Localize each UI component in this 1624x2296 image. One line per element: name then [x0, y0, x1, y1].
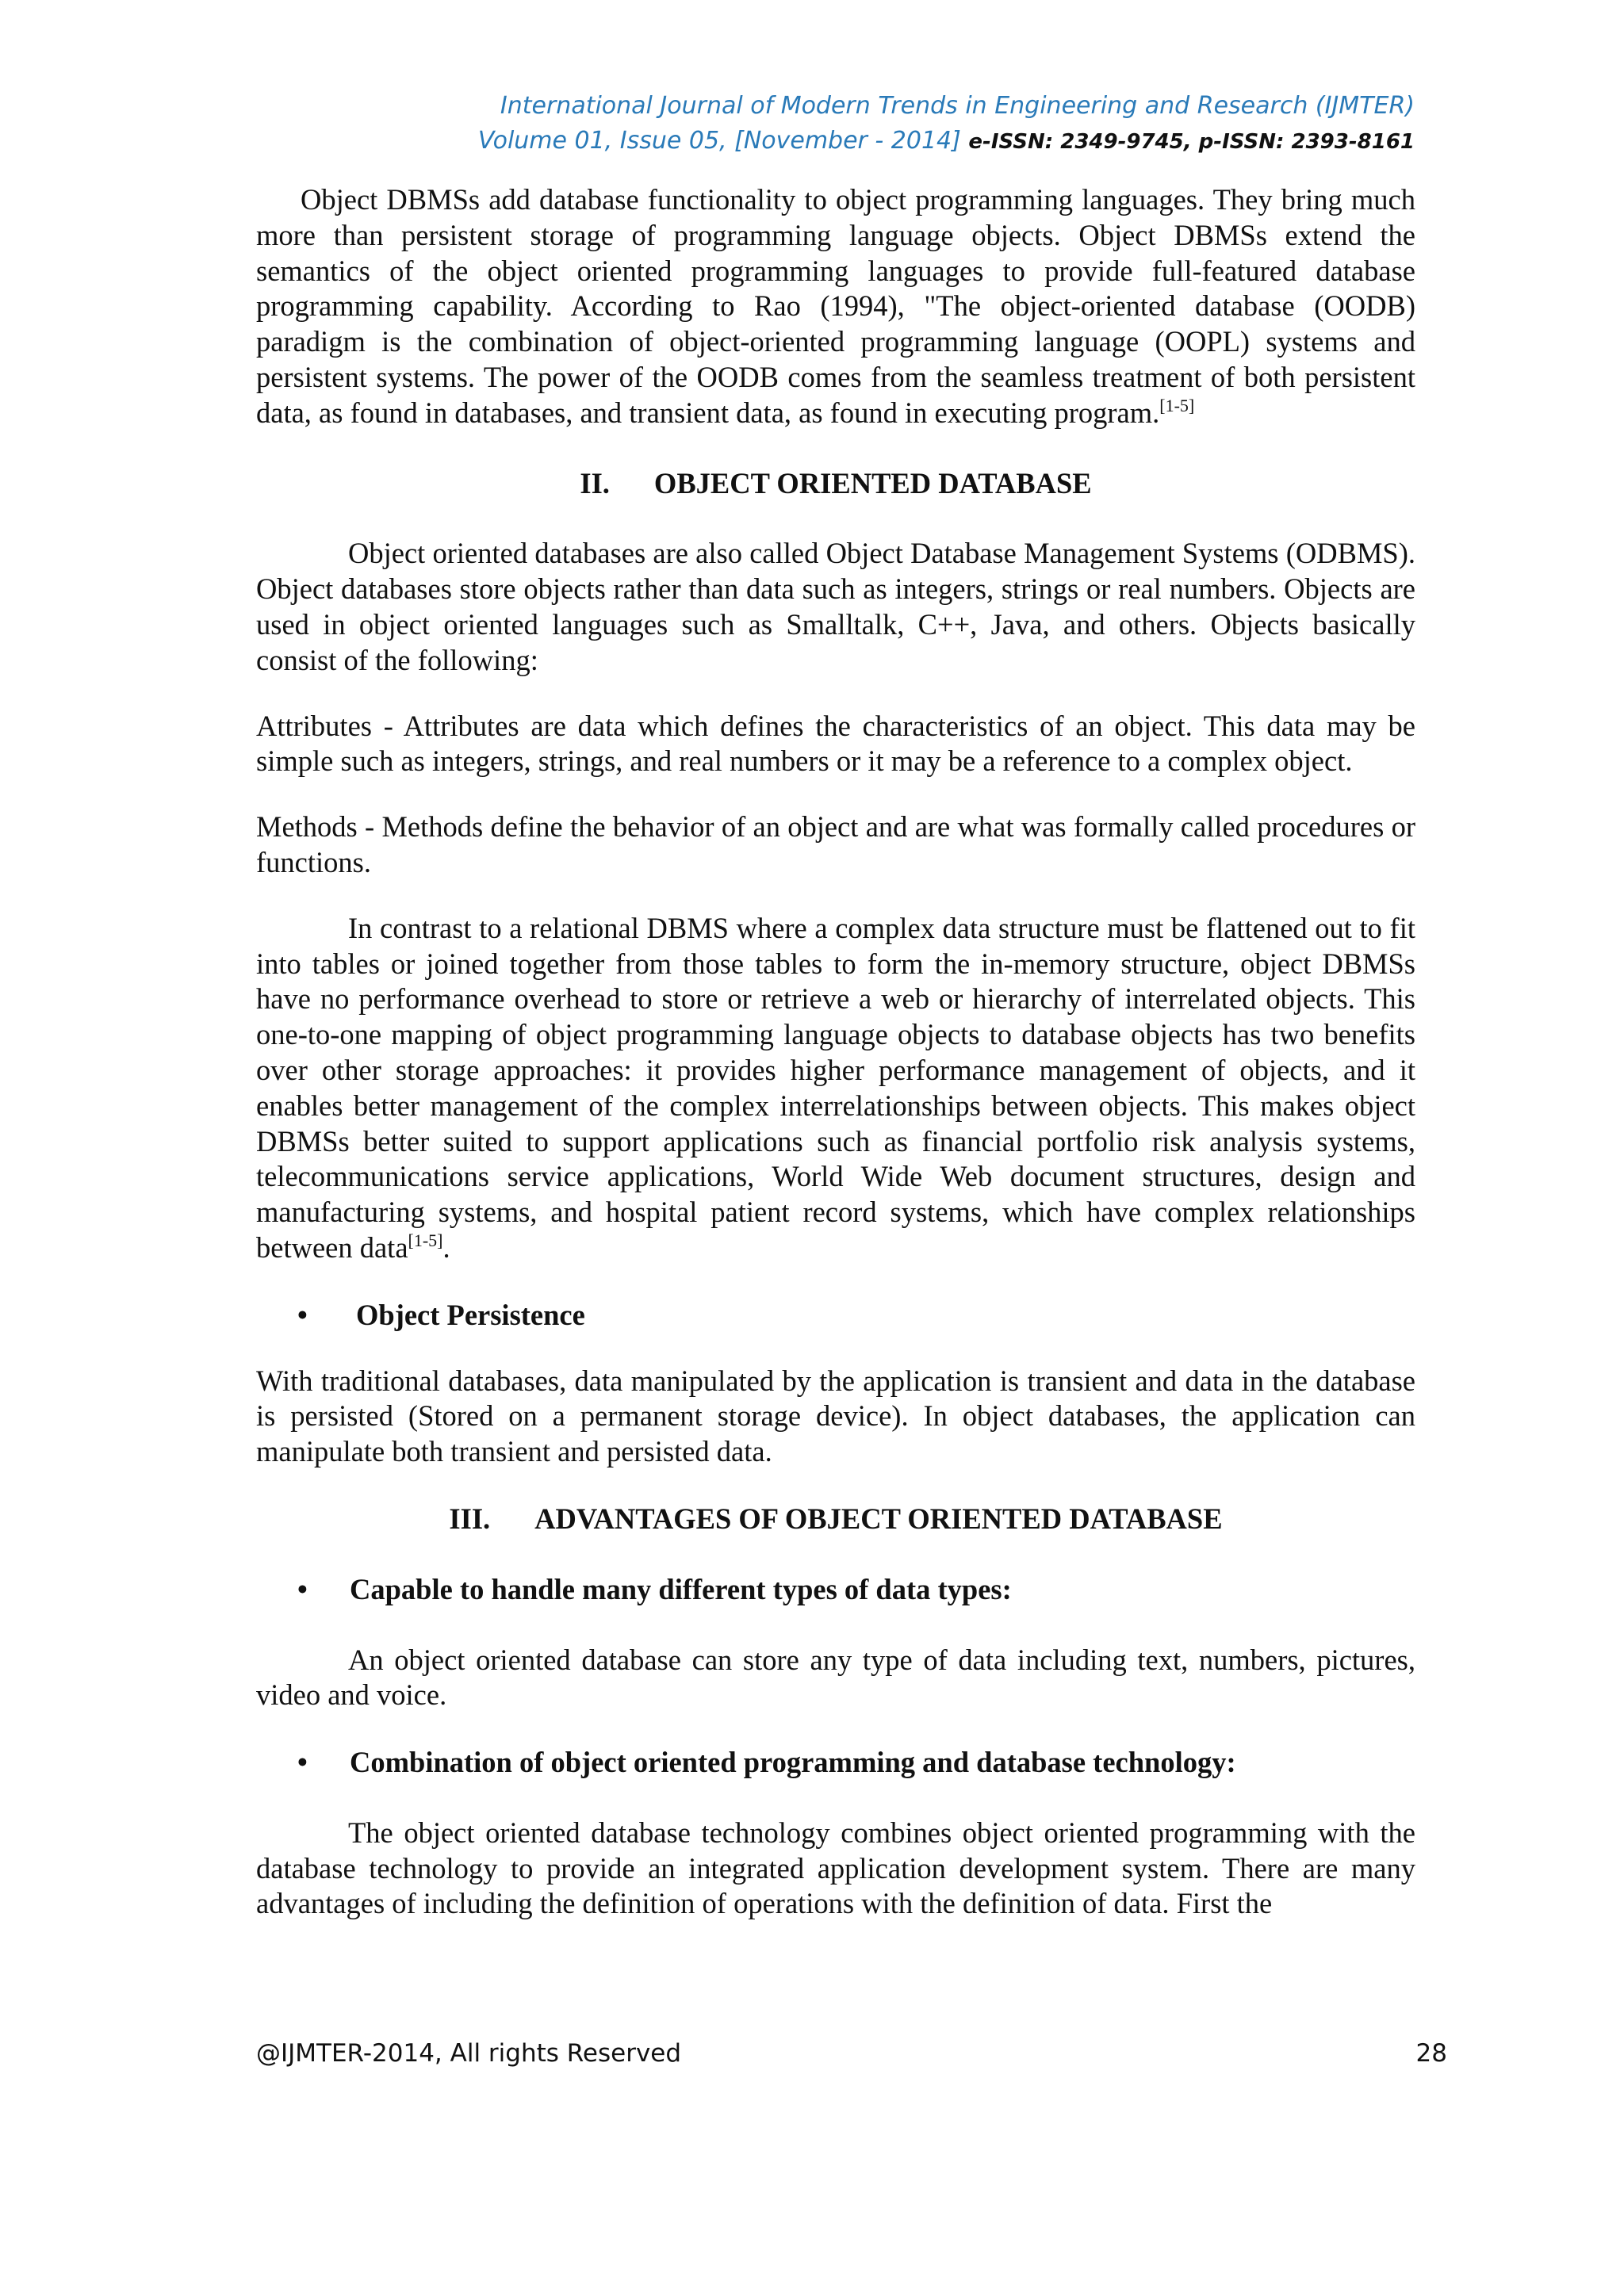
bullet-combination [256, 1745, 1415, 1781]
section-2-paragraph-1: Object oriented databases are also called Object Database Management Systems (ODBMS). Object databases store objects rather than data such as integers, strings or real numbers. Objects are used in object oriented languages such as Smalltalk, C++, Java, and others. Objects basically consist of the following: [256, 537, 1415, 676]
bullet-data-types [256, 1572, 1415, 1608]
data-types-paragraph: An object oriented database can store any type of data including text, numbers, pictures, video and voice. [256, 1643, 1415, 1712]
section-3-heading [256, 1502, 1415, 1537]
section-2-heading [256, 466, 1415, 502]
section-2-citation: [1-5] [408, 1230, 443, 1250]
intro-citation: [1-5] [1159, 395, 1195, 415]
footer-copyright: @IJMTER-2014, All rights Reserved [256, 2039, 682, 2068]
journal-volume: Volume 01, Issue 05, [November - 2014] [477, 127, 961, 155]
page-footer [256, 2039, 1447, 2068]
bullet-icon: • [297, 1298, 308, 1331]
bullet-icon: • [297, 1746, 308, 1779]
bullet-object-persistence-label: Object Persistence [356, 1298, 585, 1331]
combination-paragraph: The object oriented database technology combines object oriented programming with the database technology to provide an integrated application development system. There are many advantages of including the definition of operations with the definition of data. First the [256, 1816, 1415, 1920]
intro-paragraph [256, 182, 1415, 431]
methods-paragraph: Methods - Methods define the behavior of an object and are what was formally called procedures or functions. [256, 810, 1415, 878]
section-2-paragraph-4 [256, 911, 1415, 1266]
section-3-number: III. [449, 1502, 491, 1535]
journal-title: International Journal of Modern Trends in Engineering and Research (IJMTER) [500, 92, 1415, 120]
bullet-object-persistence [256, 1298, 1415, 1334]
object-persistence-paragraph: With traditional databases, data manipulated by the application is transient and data in the database is persisted (Stored on a permanent storage device). In object databases, the application can manipulate both transient and persisted data. [256, 1364, 1415, 1468]
section-2-paragraph-4-text: In contrast to a relational DBMS where a complex data structure must be flattened out to fit into tables or joined together from those tables to form the in-memory structure, object DBMSs have no performance overhead to store or retrieve a web or hierarchy of interrelated objects. This one-to-one mapping of object programming language objects to database objects has two benefits over other storage approaches: it provides higher performance management of objects, and it enables better management of the complex interrelationships between objects. This makes object DBMSs better suited to support applications such as financial portfolio risk analysis systems, telecommunications service applications, World Wide Web document structures, design and manufacturing systems, and hospital patient record systems, which have complex relationships between data [256, 911, 1415, 1264]
bullet-combination-label: Combination of object oriented programming and database technology: [350, 1746, 1236, 1779]
section-3-title: ADVANTAGES OF OBJECT ORIENTED DATABASE [534, 1502, 1223, 1535]
journal-header [478, 89, 1415, 159]
bullet-icon: • [297, 1572, 308, 1605]
section-2-number: II. [580, 466, 610, 499]
page-body [256, 182, 1415, 1922]
section-2-paragraph-4-end: . [442, 1230, 450, 1264]
journal-volume-line [478, 124, 1415, 159]
page-number: 28 [1415, 2039, 1447, 2068]
intro-text: Object DBMSs add database functionality to object programming languages. They bring much more than persistent storage of programming language objects. Object DBMSs extend the semantics of the object oriented programming languages to provide full-featured database programming capability. According to Rao (1994), "The object-oriented database (OODB) paradigm is the combination of object-oriented programming language (OOPL) systems and persistent systems. The power of the OODB comes from the seamless treatment of both persistent data, as found in databases, and transient data, as found in executing program. [256, 183, 1415, 429]
section-2-title: OBJECT ORIENTED DATABASE [653, 466, 1092, 499]
journal-issn: e-ISSN: 2349-9745, p-ISSN: 2393-8161 [968, 130, 1415, 154]
attributes-paragraph: Attributes - Attributes are data which defines the characteristics of an object. This data may be simple such as integers, strings, and real numbers or it may be a reference to a complex object. [256, 709, 1415, 778]
bullet-data-types-label: Capable to handle many different types of data types: [350, 1572, 1012, 1605]
